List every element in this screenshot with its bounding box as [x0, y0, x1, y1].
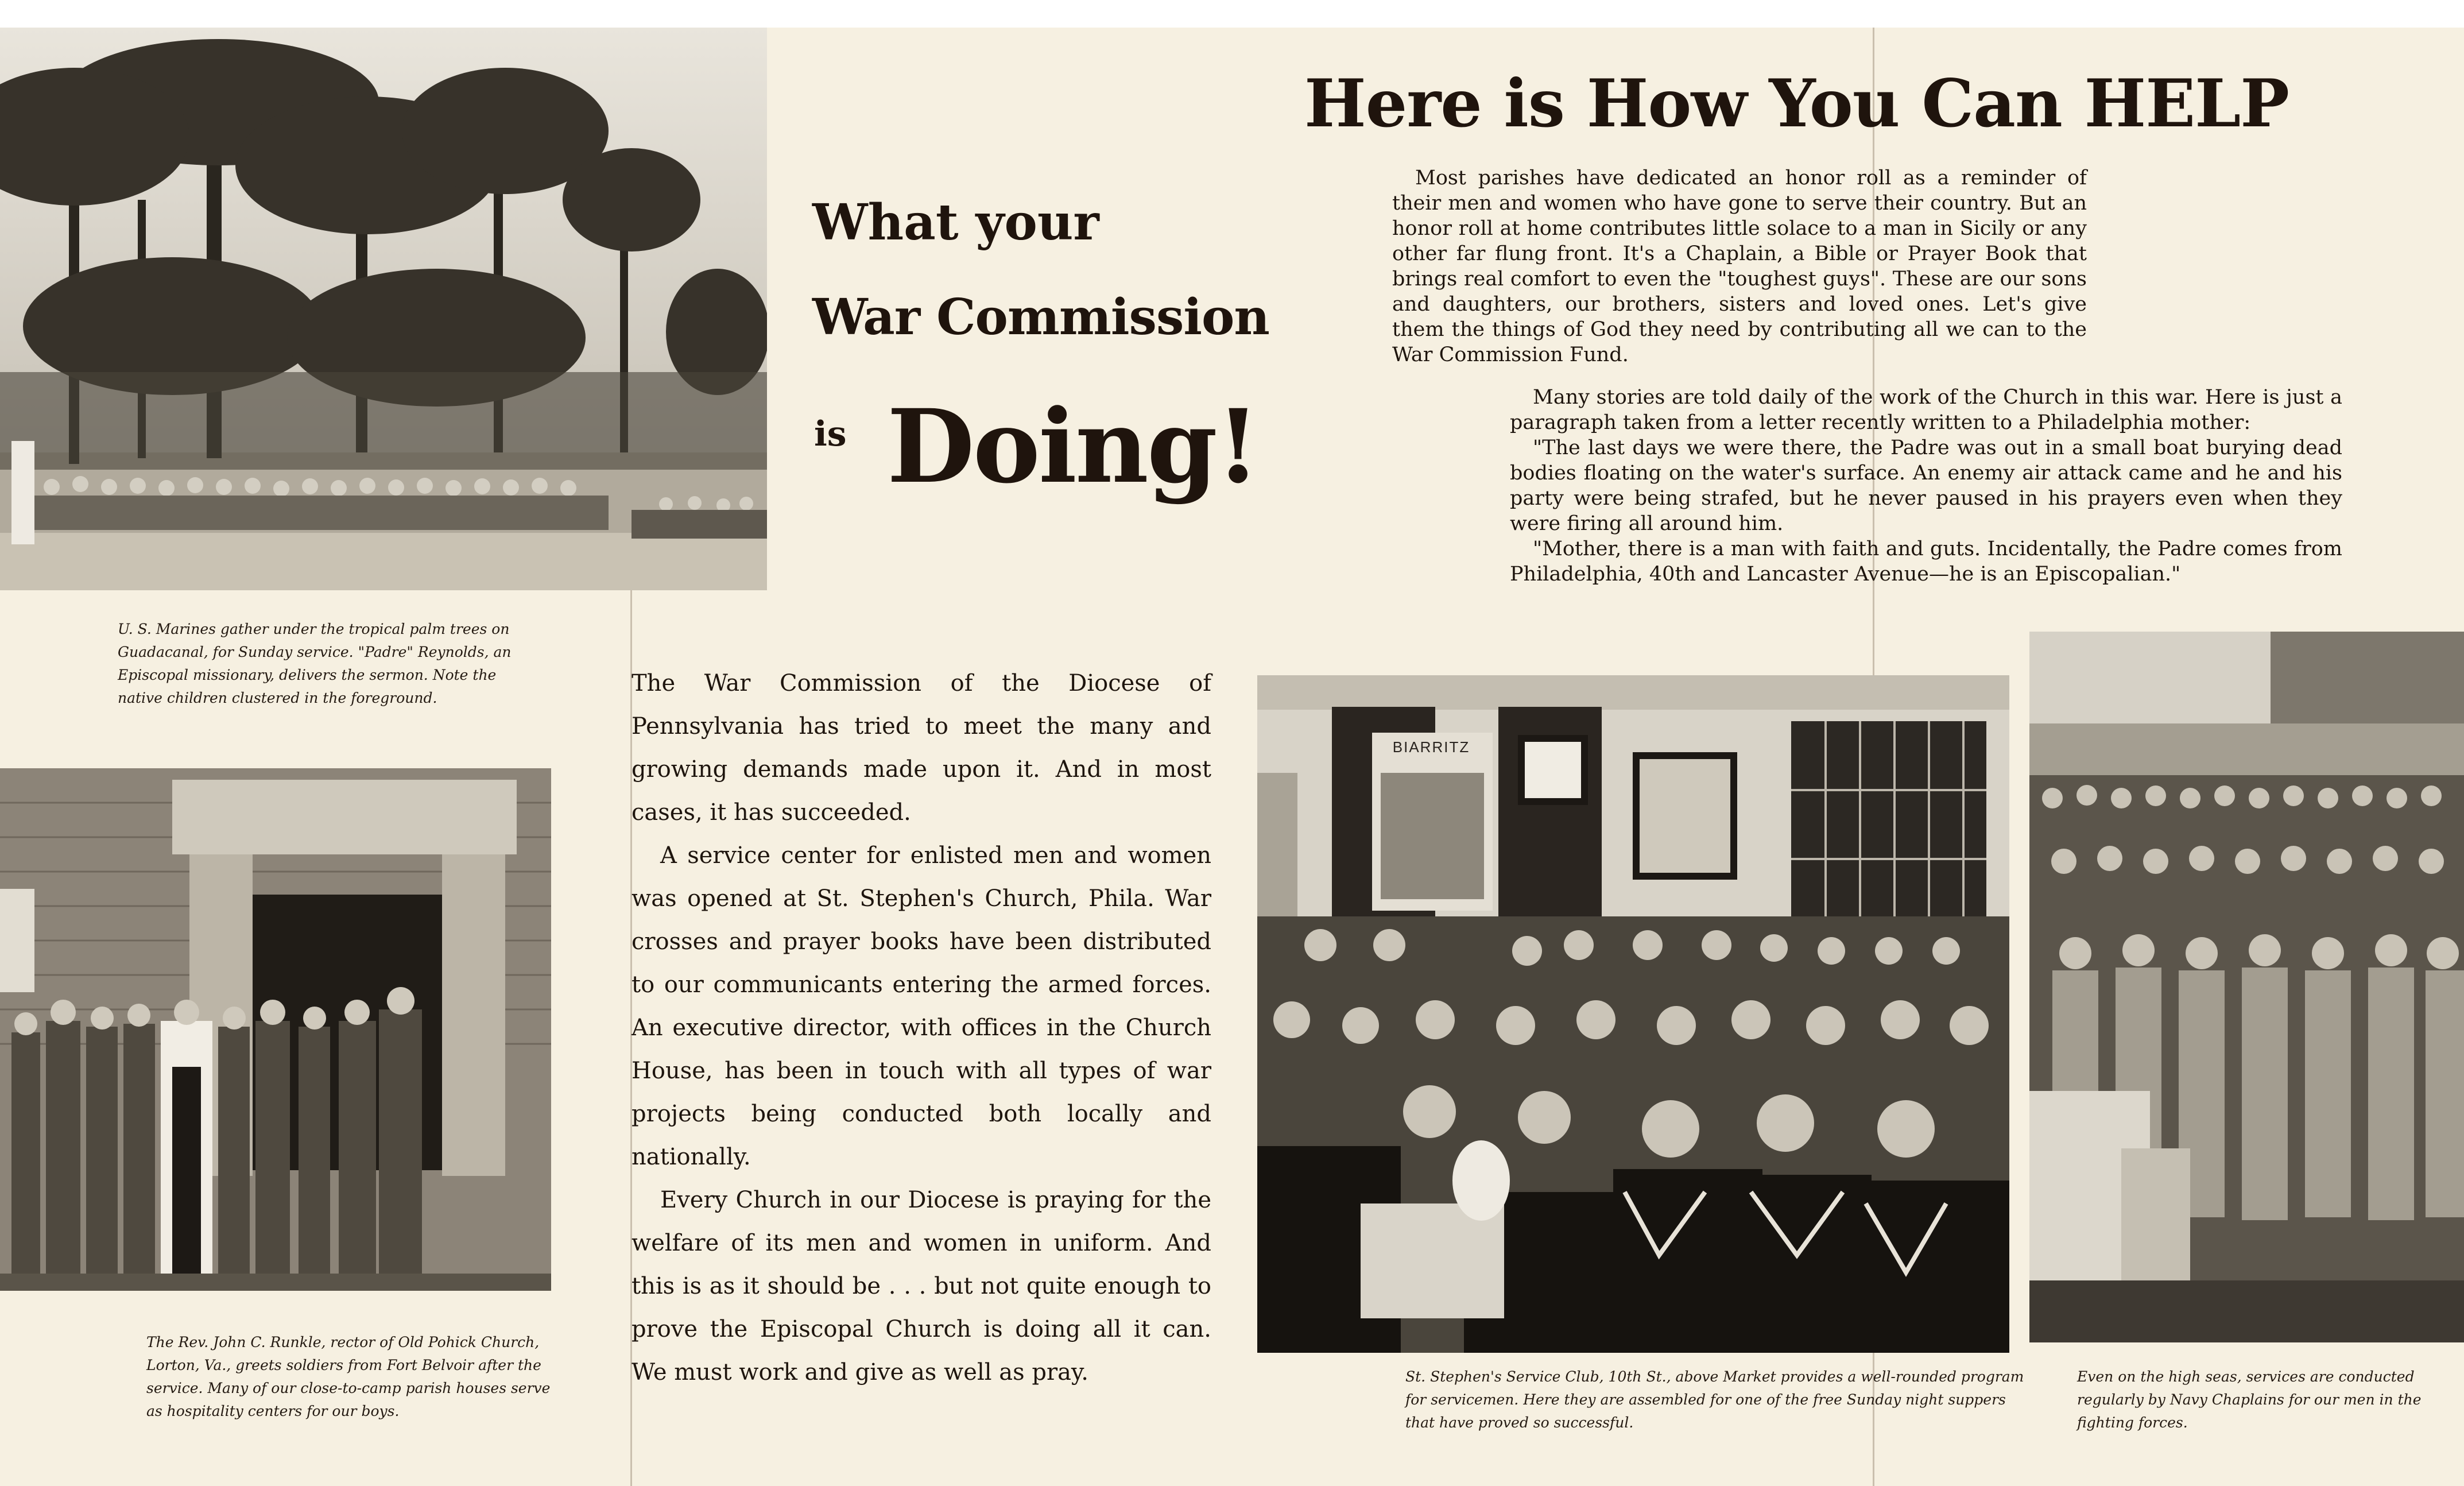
caption-old-pohick-text: The Rev. John C. Runkle, rector of Old Pohick Church, Lorton, Va., greets soldiers from Fort Belvoir after the service. Many of our close-to-camp parish houses serve as hospitality centers for our boys. [146, 1334, 551, 1419]
heading-war-commission: War Commission [812, 288, 1269, 346]
help-paragraph-2: Many stories are told daily of the work of the Church in this war. Here is just a paragraph taken from a letter recently written to a Philadelphia mother: [1510, 386, 2342, 434]
heading-what-your: What your [812, 194, 1099, 251]
caption-navy-text: Even on the high seas, services are conducted regularly by Navy Chaplains for our men in the fighting forces. [2077, 1368, 2422, 1431]
heading-is: is [814, 414, 847, 454]
heading-doing: Doing! [887, 387, 1259, 506]
caption-guadalcanal-text: U. S. Marines gather under the tropical palm trees on Guadacanal, for Sunday service. "Padre" Reynolds, an Episcopal missionary, delivers the sermon. Note the native children clustered in the foreground. [118, 621, 512, 706]
caption-navy [2077, 1365, 2464, 1434]
help-article-story [1510, 385, 2342, 587]
photo-guadalcanal-service [0, 28, 767, 590]
caption-guadalcanal [118, 618, 520, 710]
help-paragraph-3: "The last days we were there, the Padre was out in a small boat burying dead bodies floating on the water's surface. An enemy air attack came and he and his party were being strafed, but he never paused in his prayers even when they were firing all around him. [1510, 436, 2342, 535]
brochure-sheet [0, 28, 2464, 1486]
photo-navy-service [2029, 632, 2464, 1342]
war-commission-article [632, 662, 1211, 1394]
article-paragraph-3: Every Church in our Diocese is praying for the welfare of its men and women in uniform. And this is as it should be . . . but not quite enough to prove the Episcopal Church is doing all it can. We must work and give as well as pray. [632, 1187, 1211, 1386]
help-title: Here is How You Can HELP [1304, 65, 2289, 142]
poster-biarritz: BIARRITZ [1392, 738, 1470, 756]
photo-old-pohick-church [0, 768, 551, 1291]
caption-old-pohick [146, 1331, 560, 1423]
article-paragraph-1: The War Commission of the Diocese of Pennsylvania has tried to meet the many and growing demands made upon it. And in most cases, it has succeeded. [632, 670, 1211, 826]
help-paragraph-1: Most parishes have dedicated an honor roll as a reminder of their men and women who have gone to serve their country. But an honor roll at home contributes little solace to a man in Sicily or any other far flung front. It's a Chaplain, a Bible or Prayer Book that brings real comfort to even the "toughest guys". These are our sons and daughters, our brothers, sisters and loved ones. Let's give them the things of God they need by contributing all we can to the War Commission Fund. [1392, 167, 2087, 366]
help-article-top [1392, 165, 2087, 367]
photo-service-club-supper [1257, 675, 2009, 1353]
help-paragraph-4: "Mother, there is a man with faith and guts. Incidentally, the Padre comes from Philadelphia, 40th and Lancaster Avenue—he is an Episcopalian." [1510, 537, 2342, 586]
caption-service-club-text: St. Stephen's Service Club, 10th St., above Market provides a well-rounded program for servicemen. Here they are assembled for one of the free Sunday night suppers that have proved so successful. [1405, 1368, 2024, 1431]
caption-service-club [1405, 1365, 2037, 1434]
article-paragraph-2: A service center for enlisted men and women was opened at St. Stephen's Church, Phila. War crosses and prayer books have been distributed to our communicants entering the armed forces. An executive director, with offices in the Church House, has been in touch with all types of war projects being conducted both locally and nationally. [632, 842, 1211, 1170]
